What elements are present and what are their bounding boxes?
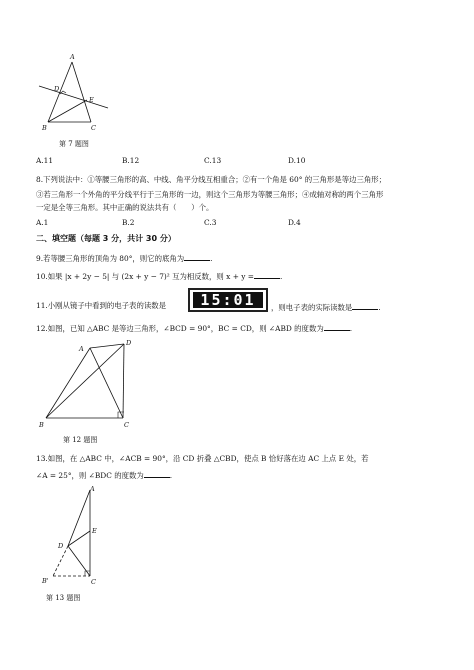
q8-line2: ③若三角形一个外角的平分线平行于三角形的一边，则这个三角形为等腰三角形；④成轴对称的两个三角形 xyxy=(36,190,384,199)
q13-answer-blank[interactable] xyxy=(144,469,170,478)
fig7-label-d: D xyxy=(54,85,60,93)
fig12-label-c: C xyxy=(124,421,129,428)
question-10 xyxy=(36,270,282,281)
section-heading-fill-in: 二、填空题（每题 3 分，共计 30 分） xyxy=(36,234,176,243)
figure-7 xyxy=(36,50,118,136)
q7-option-c: C.13 xyxy=(204,156,222,165)
q11-answer-blank[interactable] xyxy=(352,301,378,310)
q10-text: 10.如果 |x + 2y − 5| 与 (2x + y − 7)² 互为相反数，则 x + y = xyxy=(36,272,254,281)
fig7-label-c: C xyxy=(91,124,96,132)
fig13-label-d: D xyxy=(58,542,64,550)
q8-line1: 8.下列说法中：①等腰三角形的高、中线、角平分线互相重合；②有一个角是 60° 的三角形是等边三角形； xyxy=(36,175,387,184)
fig13-label-b-prime: B' xyxy=(42,577,49,585)
q10-answer-blank[interactable] xyxy=(254,270,283,281)
q9-text: 9.若等腰三角形的顶角为 80°，则它的底角为 xyxy=(36,254,185,263)
q11-text-post: ，则电子表的实际读数是 xyxy=(271,303,353,312)
fig12-label-a: A xyxy=(79,345,84,353)
fig12-label-b: B xyxy=(39,421,44,428)
fig13-label-c: C xyxy=(91,578,96,586)
fig13-caption: 第 13 题图 xyxy=(46,594,81,602)
fig13-label-e: E xyxy=(92,527,97,535)
q9-answer-blank[interactable] xyxy=(184,252,210,261)
fig7-caption: 第 7 题图 xyxy=(59,140,89,148)
q7-option-b: B.12 xyxy=(122,156,140,165)
q11-text-pre: 11.小刚从镜子中看到的电子表的读数是 xyxy=(36,301,167,310)
fig7-label-a: A xyxy=(70,53,75,61)
q13-line1: 13.如图，在 △ABC 中，∠ACB = 90°，沿 CD 折叠 △CBD，使点 B 恰好落在边 AC 上点 E 处，若 xyxy=(36,454,369,463)
fig7-label-b: B xyxy=(42,124,47,132)
q12-text: 12.如图，已知 △ABC 是等边三角形，∠BCD = 90°，BC = CD，则 ∠ABD 的度数为 xyxy=(36,324,324,333)
q7-option-d: D.10 xyxy=(288,156,306,165)
figure-13 xyxy=(36,484,120,588)
question-13-line2: ∠A = 25°，则 ∠BDC 的度数为 . xyxy=(36,471,173,480)
digital-clock-image xyxy=(188,288,268,312)
q7-option-a: A.11 xyxy=(36,156,54,165)
fig7-label-e: E xyxy=(89,96,94,104)
q10-end: . xyxy=(279,272,283,281)
clock-reading: 15:01 xyxy=(193,292,263,308)
q8-option-a: A.1 xyxy=(36,218,49,227)
figure-12 xyxy=(36,336,140,428)
q8-option-b: B.2 xyxy=(122,218,135,227)
fig12-caption: 第 12 题图 xyxy=(63,436,98,444)
q8-line3: 一定是全等三角形。其中正确的说法共有（ ）个。 xyxy=(36,203,214,212)
question-9: 9.若等腰三角形的顶角为 80°，则它的底角为 . xyxy=(36,254,213,263)
fig13-label-a: A xyxy=(90,485,95,493)
q8-option-d: D.4 xyxy=(288,218,301,227)
q8-option-c: C.3 xyxy=(204,218,217,227)
q13-line2: ∠A = 25°，则 ∠BDC 的度数为 xyxy=(36,471,144,480)
fig12-label-d: D xyxy=(126,339,132,347)
question-12: 12.如图，已知 △ABC 是等边三角形，∠BCD = 90°，BC = CD，则 ∠ABD 的度数为 . xyxy=(36,324,353,333)
q12-answer-blank[interactable] xyxy=(324,322,350,331)
question-11-tail: ，则电子表的实际读数是 . xyxy=(271,303,381,312)
